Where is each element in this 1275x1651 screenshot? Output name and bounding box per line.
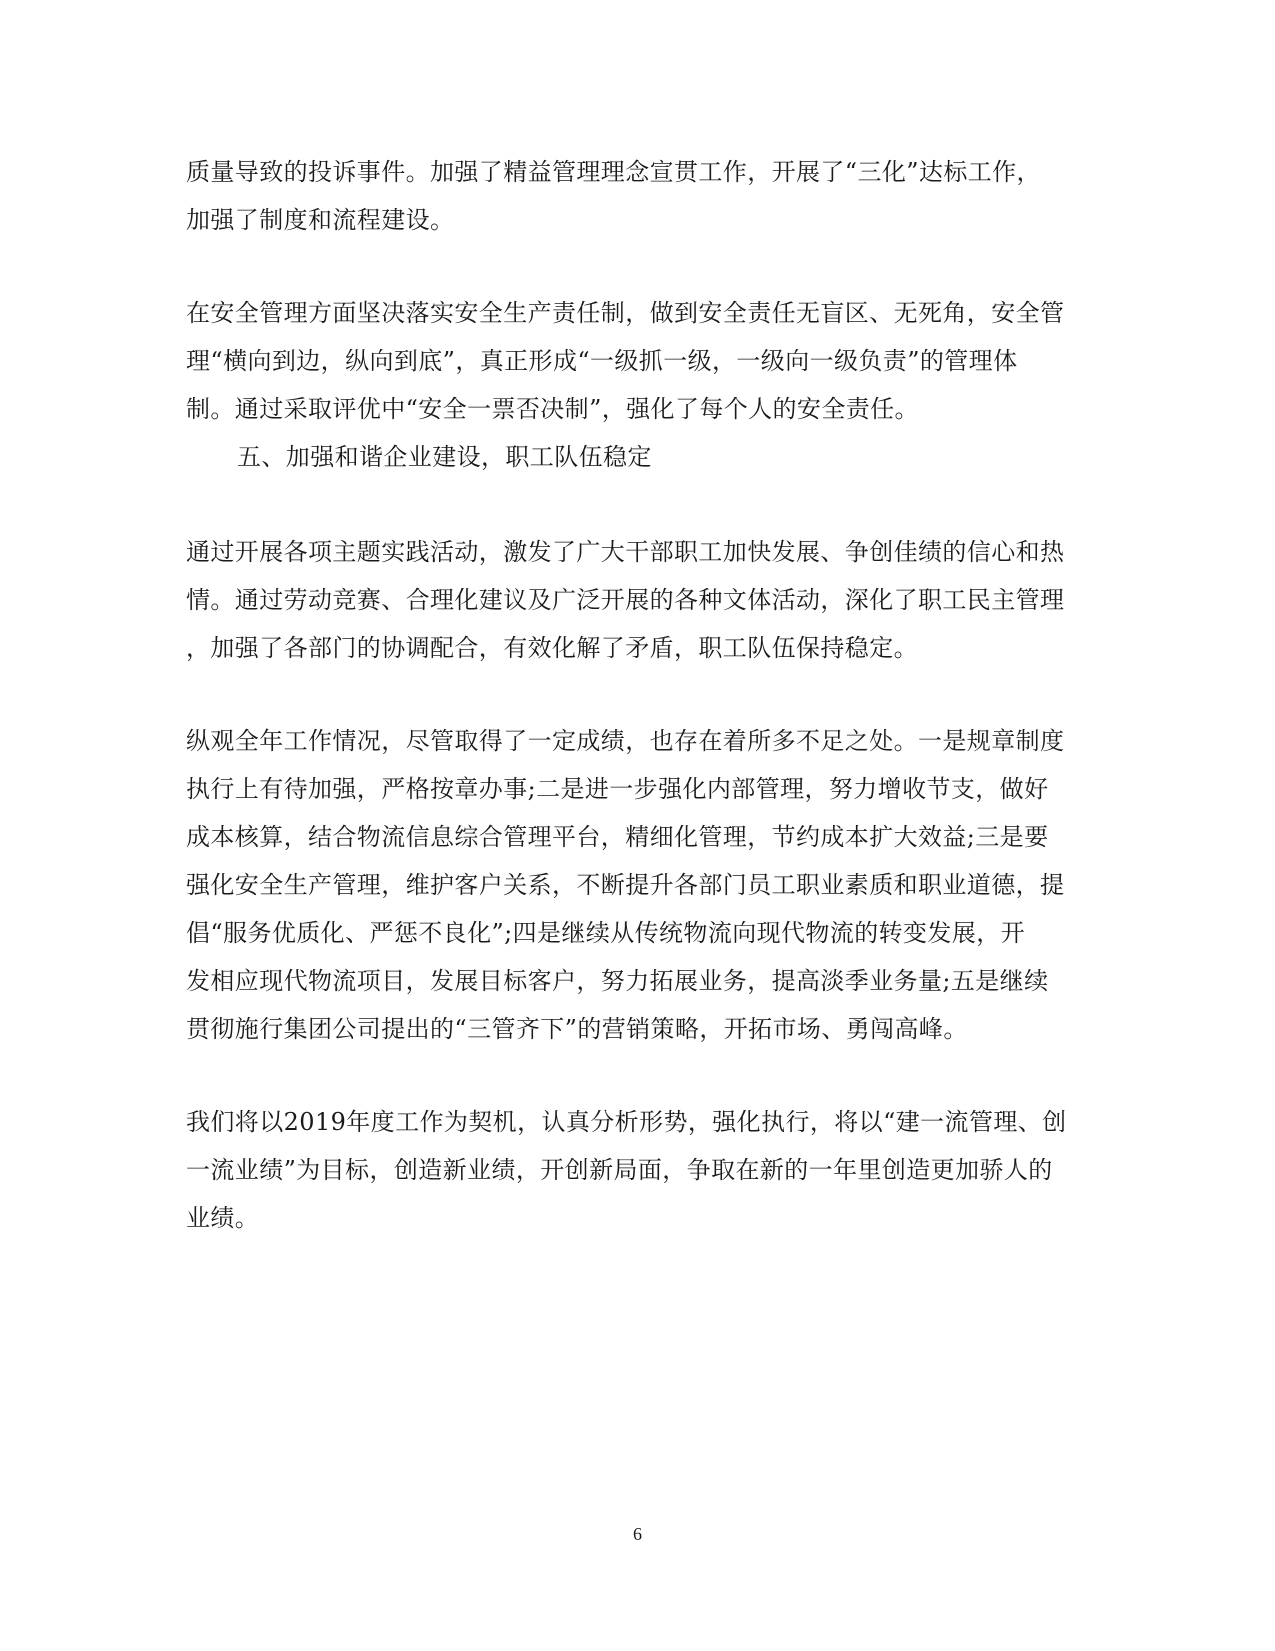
paragraph-5-line-1: 我们将以2019年度工作为契机，认真分析形势，强化执行，将以“建一流管理、创 [186,1108,1067,1136]
page-number: 6 [633,1524,642,1544]
paragraph-3-line-1: 通过开展各项主题实践活动，激发了广大干部职工加快发展、争创佳绩的信心和热 [186,538,1065,566]
paragraph-2-line-2: 理“横向到边，纵向到底”，真正形成“一级抓一级，一级向一级负责”的管理体 [186,347,1018,375]
paragraph-2-line-1: 在安全管理方面坚决落实安全生产责任制，做到安全责任无盲区、无死角，安全管 [186,299,1065,327]
paragraph-1-line-1: 质量导致的投诉事件。加强了精益管理理念宣贯工作，开展了“三化”达标工作， [186,158,1041,186]
section-heading: 五、加强和谐企业建设，职工队伍稳定 [237,443,652,471]
paragraph-4-line-6: 发相应现代物流项目，发展目标客户，努力拓展业务，提高淡季业务量;五是继续 [186,967,1049,995]
paragraph-1-line-2: 加强了制度和流程建设。 [186,206,455,234]
paragraph-4-line-2: 执行上有待加强，严格按章办事;二是进一步强化内部管理，努力增收节支，做好 [186,775,1049,803]
paragraph-5-line-2: 一流业绩”为目标，创造新业绩，开创新局面，争取在新的一年里创造更加骄人的 [186,1156,1053,1184]
paragraph-5-line-3: 业绩。 [186,1204,260,1232]
paragraph-4-line-3: 成本核算，结合物流信息综合管理平台，精细化管理，节约成本扩大效益;三是要 [186,823,1049,851]
paragraph-4-line-7: 贯彻施行集团公司提出的“三管齐下”的营销策略，开拓市场、勇闯高峰。 [186,1015,968,1043]
paragraph-2-line-3: 制。通过采取评优中“安全一票否决制”，强化了每个人的安全责任。 [186,395,919,423]
paragraph-3-line-3: ，加强了各部门的协调配合，有效化解了矛盾，职工队伍保持稳定。 [186,634,918,662]
paragraph-4-line-1: 纵观全年工作情况，尽管取得了一定成绩，也存在着所多不足之处。一是规章制度 [186,727,1065,755]
paragraph-4-line-5: 倡“服务优质化、严惩不良化”;四是继续从传统物流向现代物流的转变发展，开 [186,919,1026,947]
paragraph-3-line-2: 情。通过劳动竞赛、合理化建议及广泛开展的各种文体活动，深化了职工民主管理 [186,586,1065,614]
paragraph-4-line-4: 强化安全生产管理，维护客户关系，不断提升各部门员工职业素质和职业道德，提 [186,871,1065,899]
